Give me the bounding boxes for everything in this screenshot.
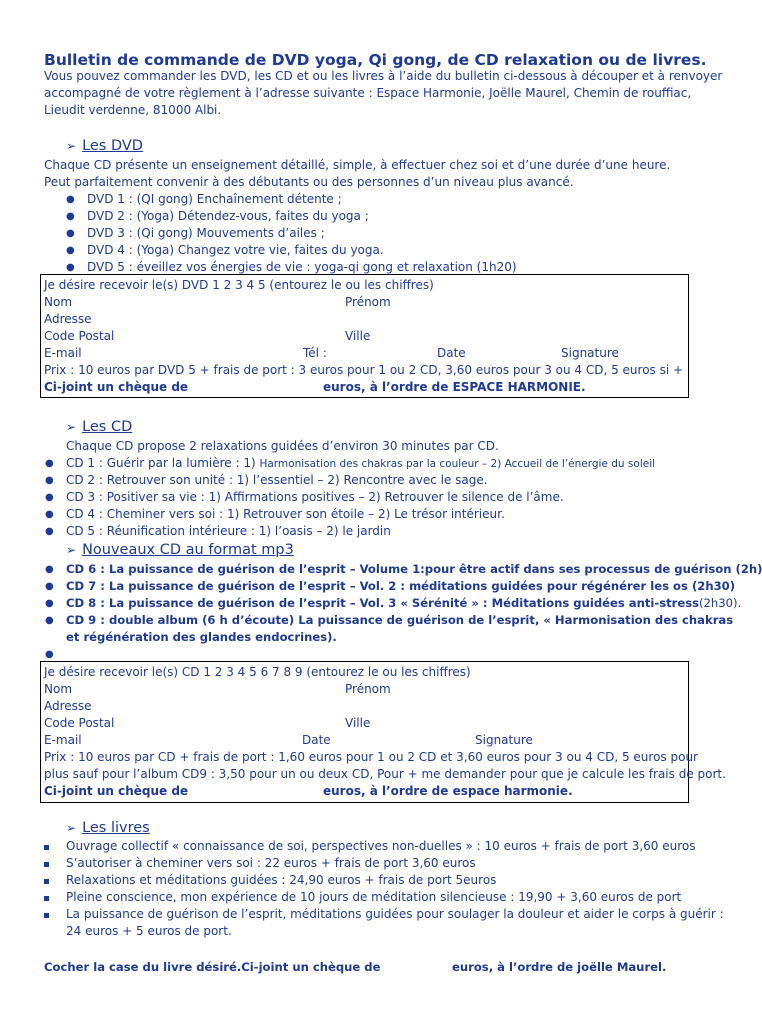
square-bullet-icon [44,895,49,901]
cd-section-heading: ➢ Les CD [66,419,133,435]
footer-cheque-a: Cocher la case du livre désiré.Ci-joint un chèque de [44,960,381,974]
livres-section-heading: ➢ Les livres [66,820,150,836]
mp3-item: CD 8 : La puissance de guérison de l’esprit – Vol. 3 « Sérénité » : Méditations guidées anti-stress(2h30). [66,596,742,610]
dvd-desc-line-2: Peut parfaitement convenir à des débutants ou des personnes d’un niveau plus avancé. [44,175,574,189]
bullet-icon: ● [45,581,54,592]
arrow-right-icon: ➢ [66,543,77,557]
dvd-form-code-postal-label: Code Postal [44,329,115,343]
bullet-icon: ● [45,649,54,660]
arrow-right-icon: ➢ [66,420,77,434]
cd-form-adresse-label: Adresse [44,699,92,713]
bullet-icon: ● [45,615,54,626]
mp3-item: CD 9 : double album (6 h d’écoute) La puissance de guérison de l’esprit, « Harmonisation des chakras [66,613,734,627]
mp3-item: CD 7 : La puissance de guérison de l’esprit – Vol. 2 : méditations guidées pour régénérer les os (2h30) [66,579,736,593]
cd-form-cheque-b: euros, à l’ordre de espace harmonie. [323,784,573,798]
cd-form-code-postal-label: Code Postal [44,716,115,730]
square-bullet-icon [44,861,49,867]
mp3-section-heading: ➢ Nouveaux CD au format mp3 [66,542,294,558]
cd-form-date-label: Date [302,733,331,747]
dvd-form-signature-label: Signature [561,346,619,360]
dvd-form-email-label: E-mail [44,346,82,360]
bullet-icon: ● [45,598,54,609]
dvd-form-prix: Prix : 10 euros par DVD 5 + frais de port : 3 euros pour 1 ou 2 CD, 3,60 euros pour 3 ou 4 CD, 5 euros si + [44,363,684,377]
mp3-item: CD 6 : La puissance de guérison de l’esprit – Volume 1:pour être actif dans ses processus de guérison (2h) [66,562,762,576]
dvd-form-cheque-b: euros, à l’ordre de ESPACE HARMONIE. [323,380,586,394]
cd-form-cheque-a: Ci-joint un chèque de [44,784,189,798]
cd-item: CD 4 : Cheminer vers soi : 1) Retrouver son étoile – 2) Le trésor intérieur. [66,507,505,521]
square-bullet-icon [44,912,49,918]
bullet-icon: ● [45,564,54,575]
cd-form-line: Je désire recevoir le(s) CD 1 2 3 4 5 6 7 8 9 (entourez le ou les chiffres) [44,665,471,679]
bullet-icon: ● [66,211,75,222]
dvd-form-cheque-a: Ci-joint un chèque de [44,380,189,394]
dvd-desc-line-1: Chaque CD présente un enseignement détaillé, simple, à effectuer chez soi et d’une durée d’une heure. [44,158,671,172]
bullet-icon: ● [66,262,75,273]
bullet-icon: ● [45,509,54,520]
bullet-icon: ● [66,194,75,205]
bullet-icon: ● [45,492,54,503]
dvd-item: DVD 5 : éveillez vos énergies de vie : yoga-qi gong et relaxation (1h20) [87,260,517,274]
dvd-section-heading: ➢ Les DVD [66,138,143,154]
dvd-form-ville-label: Ville [345,329,371,343]
bullet-icon: ● [45,475,54,486]
cd-form-prix-1: Prix : 10 euros par CD + frais de port : 1,60 euros pour 1 ou 2 CD et 3,60 euros pour 3 ou 4 CD, 5 euros pour [44,750,698,764]
cd-form-nom-label: Nom [44,682,73,696]
cd-form-email-label: E-mail [44,733,82,747]
livre-item-continued: 24 euros + 5 euros de port. [66,924,232,938]
cd-item: CD 5 : Réunification intérieure : 1) l’oasis – 2) le jardin [66,524,391,538]
cd-item: CD 1 : Guérir par la lumière : 1) Harmonisation des chakras par la couleur – 2) Accueil de l’énergie du soleil [66,456,656,470]
cd-item: CD 2 : Retrouver son unité : 1) l’essentiel – 2) Rencontre avec le sage. [66,473,488,487]
footer-cheque-b: euros, à l’ordre de joëlle Maurel. [452,960,667,974]
page-title: Bulletin de commande de DVD yoga, Qi gong, de CD relaxation ou de livres. [44,51,707,69]
dvd-form-prenom-label: Prénom [345,295,391,309]
cd-form-prix-2: plus sauf pour l’album CD9 : 3,50 pour un ou deux CD, Pour + me demander pour que je calcule les frais de port. [44,767,726,781]
dvd-form-adresse-label: Adresse [44,312,92,326]
livre-item: S’autoriser à cheminer vers soi : 22 euros + frais de port 3,60 euros [66,856,476,870]
dvd-form-tel-label: Tél : [303,346,327,360]
bullet-icon: ● [66,228,75,239]
livre-item: Ouvrage collectif « connaissance de soi, perspectives non-duelles » : 10 euros + frais de port 3,60 euros [66,839,696,853]
cd-form-signature-label: Signature [475,733,533,747]
dvd-form-date-label: Date [437,346,466,360]
livre-item: La puissance de guérison de l’esprit, méditations guidées pour soulager la douleur et aider le corps à guérir : [66,907,724,921]
intro-line-2: accompagné de votre règlement à l’adresse suivante : Espace Harmonie, Joëlle Maurel, Chemin de rouffiac, [44,86,692,100]
cd-form-ville-label: Ville [345,716,371,730]
dvd-item: DVD 2 : (Yoga) Détendez-vous, faites du yoga ; [87,209,369,223]
dvd-item: DVD 1 : (QI gong) Enchaînement détente ; [87,192,342,206]
mp3-item-continued: et régénération des glandes endocrines). [66,630,337,644]
bullet-icon: ● [45,458,54,469]
cd-desc: Chaque CD propose 2 relaxations guidées d’environ 30 minutes par CD. [66,439,499,453]
livre-item: Relaxations et méditations guidées : 24,90 euros + frais de port 5euros [66,873,497,887]
livre-item: Pleine conscience, mon expérience de 10 jours de méditation silencieuse : 19,90 + 3,60 euros de port [66,890,682,904]
arrow-right-icon: ➢ [66,139,77,153]
dvd-form-line: Je désire recevoir le(s) DVD 1 2 3 4 5 (entourez le ou les chiffres) [44,278,434,292]
intro-line-1: Vous pouvez commander les DVD, les CD et ou les livres à l’aide du bulletin ci-dessous à découper et à renvoyer [44,69,723,83]
square-bullet-icon [44,844,49,850]
dvd-form-nom-label: Nom [44,295,73,309]
cd-item: CD 3 : Positiver sa vie : 1) Affirmations positives – 2) Retrouver le silence de l’âme. [66,490,564,504]
dvd-item: DVD 4 : (Yoga) Changez votre vie, faites du yoga. [87,243,384,257]
bullet-icon: ● [66,245,75,256]
bullet-icon: ● [45,526,54,537]
cd-form-prenom-label: Prénom [345,682,391,696]
dvd-item: DVD 3 : (Qi gong) Mouvements d’ailes ; [87,226,325,240]
arrow-right-icon: ➢ [66,821,77,835]
square-bullet-icon [44,878,49,884]
intro-line-3: Lieudit verdenne, 81000 Albi. [44,103,222,117]
